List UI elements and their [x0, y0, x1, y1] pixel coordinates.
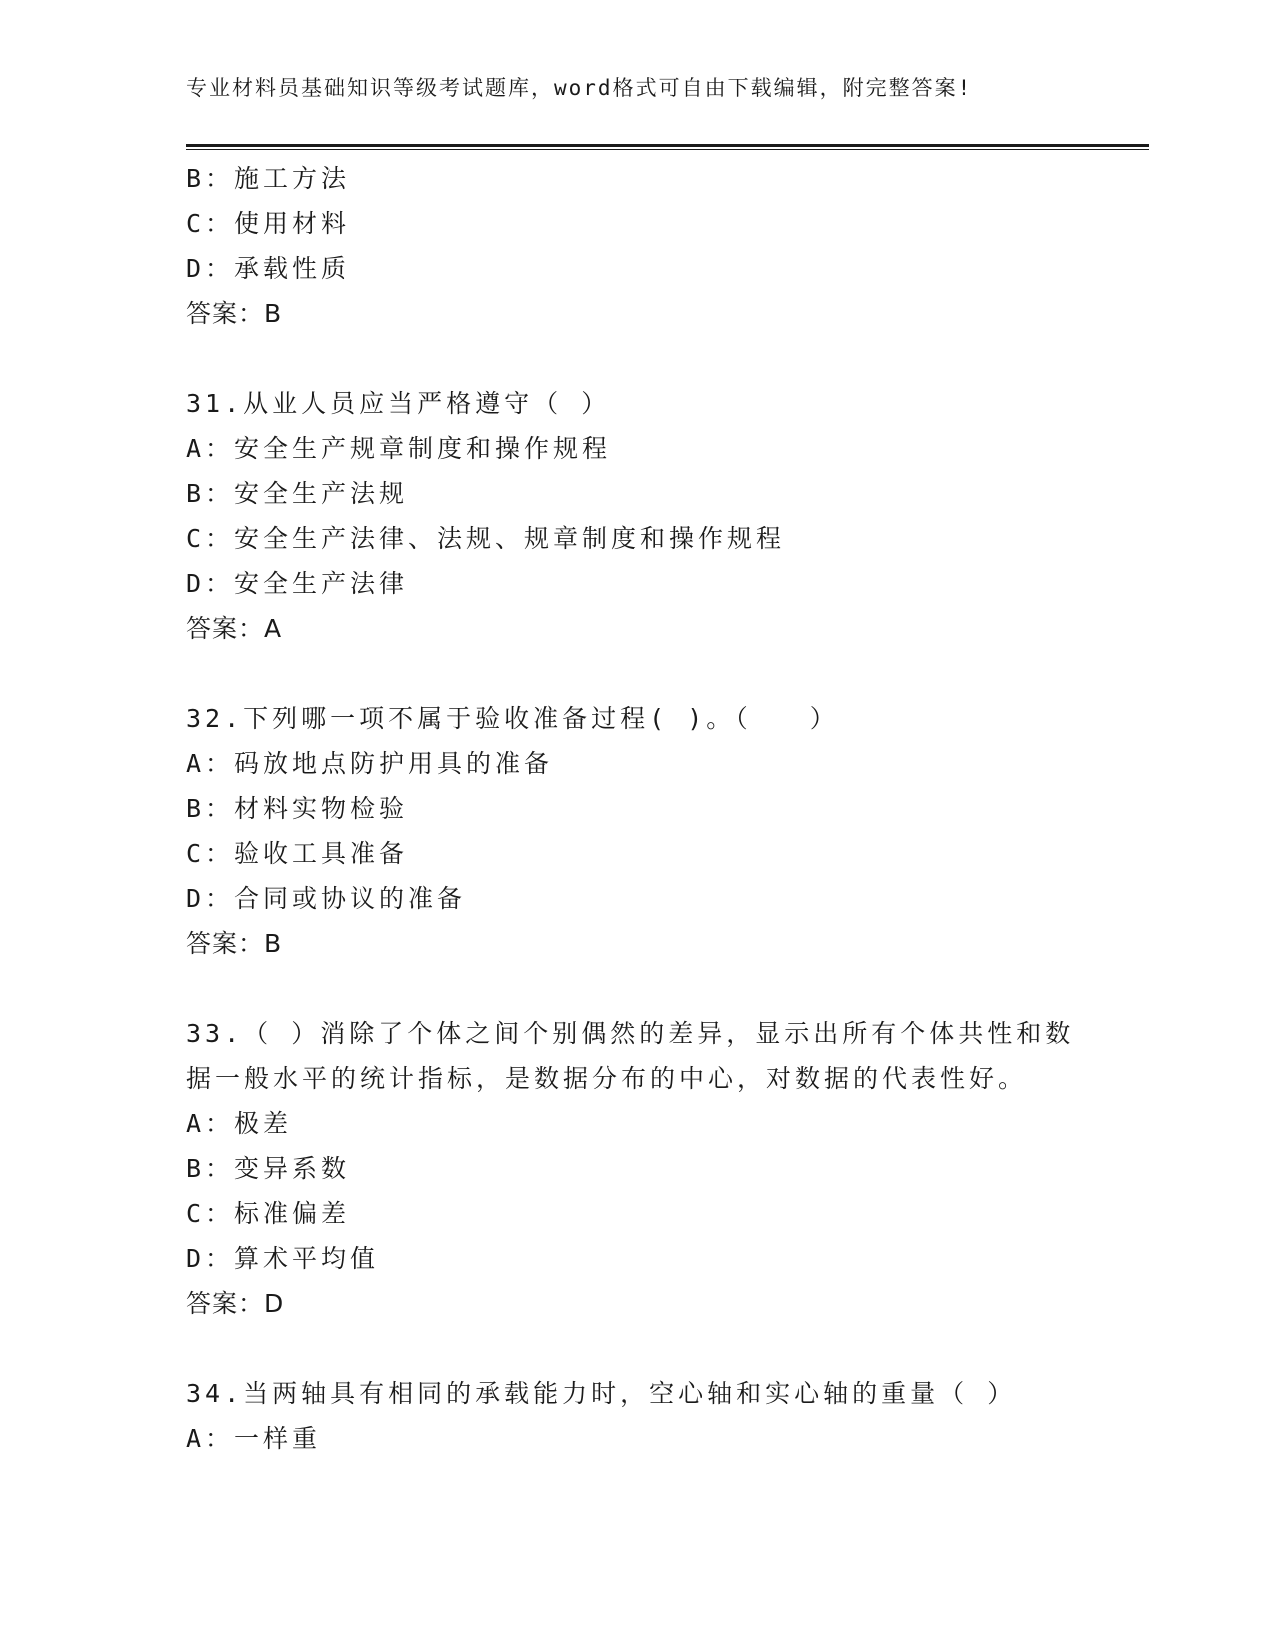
question-stem: 31.从业人员应当严格遵守（ ）: [186, 389, 611, 418]
question-33: [186, 1011, 1086, 1326]
answer: 答案：B: [186, 929, 283, 958]
option-c: C：验收工具准备: [186, 839, 409, 868]
option-c: C：标准偏差: [186, 1199, 351, 1228]
option-b: B：变异系数: [186, 1154, 351, 1183]
header-divider-thick: [186, 144, 1149, 147]
question-stem-line-1: 33.（ ）消除了个体之间个别偶然的差异，显示出所有个体共性和数: [186, 1019, 1075, 1048]
option-a: A：码放地点防护用具的准备: [186, 749, 554, 778]
question-31: [186, 381, 1086, 651]
answer: 答案：A: [186, 614, 283, 643]
spacer: [186, 336, 1086, 381]
option-c: C：安全生产法律、法规、规章制度和操作规程: [186, 524, 786, 553]
question-list: [186, 156, 1086, 1461]
question-stem: 32.下列哪一项不属于验收准备过程( )。（ ）: [186, 704, 839, 733]
spacer: [186, 651, 1086, 696]
question-32: [186, 696, 1086, 966]
option-d: D：算术平均值: [186, 1244, 380, 1273]
spacer: [186, 966, 1086, 1011]
question-30-partial: [186, 156, 1086, 336]
question-stem-line-2: 据一般水平的统计指标，是数据分布的中心，对数据的代表性好。: [186, 1064, 1028, 1093]
option-b: B：施工方法: [186, 164, 351, 193]
question-stem: 34.当两轴具有相同的承载能力时，空心轴和实心轴的重量（ ）: [186, 1379, 1017, 1408]
question-34: [186, 1371, 1086, 1461]
option-d: D：承载性质: [186, 254, 351, 283]
spacer: [186, 1326, 1086, 1371]
header-divider-thin: [186, 149, 1149, 150]
answer: 答案：D: [186, 1289, 285, 1318]
option-b: B：材料实物检验: [186, 794, 409, 823]
option-c: C：使用材料: [186, 209, 351, 238]
option-d: D：合同或协议的准备: [186, 884, 467, 913]
answer: 答案：B: [186, 299, 283, 328]
option-d: D：安全生产法律: [186, 569, 409, 598]
option-a: A：极差: [186, 1109, 293, 1138]
option-b: B：安全生产法规: [186, 479, 409, 508]
option-a: A：一样重: [186, 1424, 322, 1453]
page-header: 专业材料员基础知识等级考试题库，word格式可自由下载编辑，附完整答案!: [186, 76, 973, 100]
option-a: A：安全生产规章制度和操作规程: [186, 434, 612, 463]
